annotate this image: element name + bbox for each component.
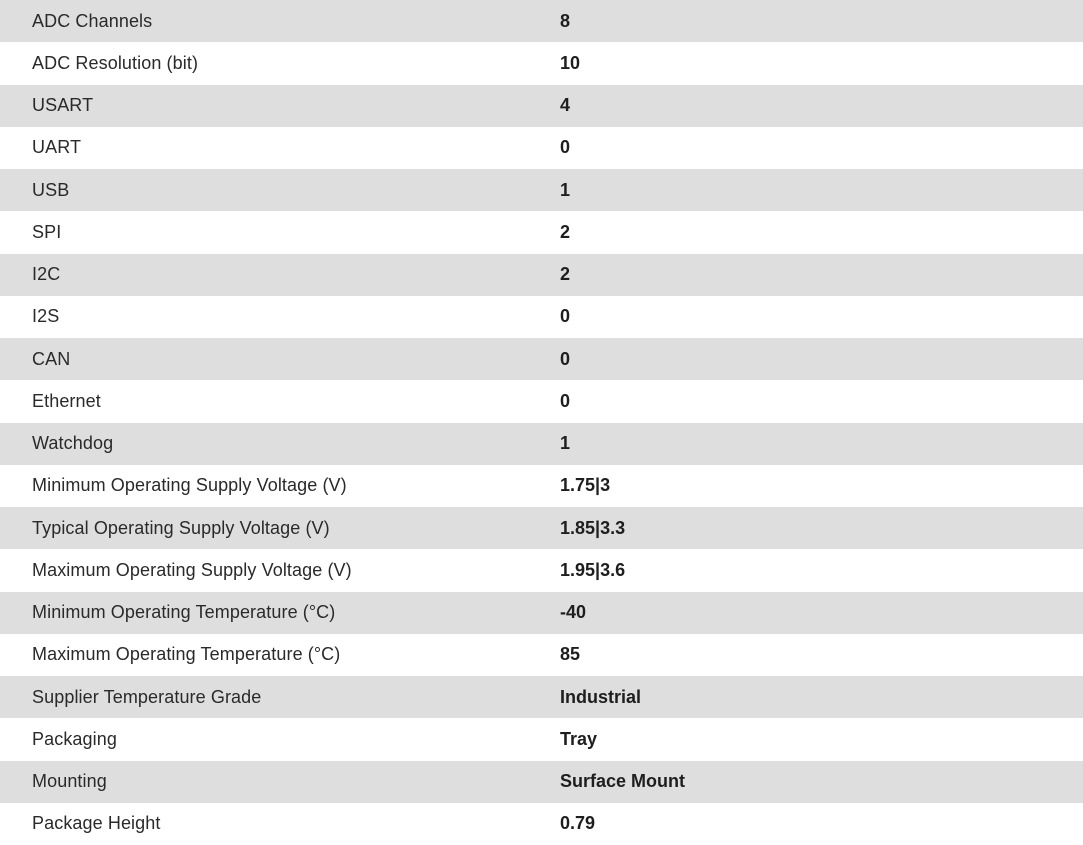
spec-row-min-operating-temp	[0, 592, 1083, 634]
spec-value: 2	[560, 254, 1083, 296]
spec-label: Mounting	[0, 761, 560, 803]
spec-row-can	[0, 338, 1083, 380]
spec-row-usart	[0, 85, 1083, 127]
spec-value: Surface Mount	[560, 761, 1083, 803]
spec-label: Supplier Temperature Grade	[0, 676, 560, 718]
spec-label: I2S	[0, 296, 560, 338]
spec-row-ethernet	[0, 380, 1083, 422]
spec-label: Packaging	[0, 718, 560, 760]
spec-value: 1.75|3	[560, 465, 1083, 507]
spec-label: USART	[0, 85, 560, 127]
spec-label: Minimum Operating Temperature (°C)	[0, 592, 560, 634]
spec-label: Typical Operating Supply Voltage (V)	[0, 507, 560, 549]
spec-label: ADC Resolution (bit)	[0, 42, 560, 84]
spec-value: 85	[560, 634, 1083, 676]
spec-label: Maximum Operating Temperature (°C)	[0, 634, 560, 676]
spec-value: 1	[560, 423, 1083, 465]
spec-value: 4	[560, 85, 1083, 127]
spec-value: 0	[560, 380, 1083, 422]
spec-row-max-supply-voltage	[0, 549, 1083, 591]
spec-row-temperature-grade	[0, 676, 1083, 718]
spec-row-min-supply-voltage	[0, 465, 1083, 507]
spec-row-packaging	[0, 718, 1083, 760]
spec-row-watchdog	[0, 423, 1083, 465]
spec-row-package-height	[0, 803, 1083, 845]
spec-value: 1	[560, 169, 1083, 211]
spec-label: Watchdog	[0, 423, 560, 465]
spec-row-i2c	[0, 254, 1083, 296]
spec-value: 10	[560, 42, 1083, 84]
spec-label: Ethernet	[0, 380, 560, 422]
spec-label: ADC Channels	[0, 0, 560, 42]
spec-row-spi	[0, 211, 1083, 253]
spec-label: Minimum Operating Supply Voltage (V)	[0, 465, 560, 507]
spec-label: SPI	[0, 211, 560, 253]
spec-row-adc-resolution	[0, 42, 1083, 84]
spec-value: 1.85|3.3	[560, 507, 1083, 549]
spec-value: 1.95|3.6	[560, 549, 1083, 591]
spec-label: Package Height	[0, 803, 560, 845]
spec-value: 0	[560, 338, 1083, 380]
spec-label: I2C	[0, 254, 560, 296]
spec-value: 0.79	[560, 803, 1083, 845]
spec-row-mounting	[0, 761, 1083, 803]
spec-row-i2s	[0, 296, 1083, 338]
spec-row-uart	[0, 127, 1083, 169]
spec-value: 2	[560, 211, 1083, 253]
spec-value: 8	[560, 0, 1083, 42]
spec-value: 0	[560, 296, 1083, 338]
spec-value: Tray	[560, 718, 1083, 760]
spec-row-max-operating-temp	[0, 634, 1083, 676]
spec-value: Industrial	[560, 676, 1083, 718]
spec-row-typ-supply-voltage	[0, 507, 1083, 549]
spec-row-adc-channels	[0, 0, 1083, 42]
spec-label: CAN	[0, 338, 560, 380]
spec-row-usb	[0, 169, 1083, 211]
spec-value: -40	[560, 592, 1083, 634]
spec-value: 0	[560, 127, 1083, 169]
spec-label: USB	[0, 169, 560, 211]
spec-label: Maximum Operating Supply Voltage (V)	[0, 549, 560, 591]
spec-label: UART	[0, 127, 560, 169]
